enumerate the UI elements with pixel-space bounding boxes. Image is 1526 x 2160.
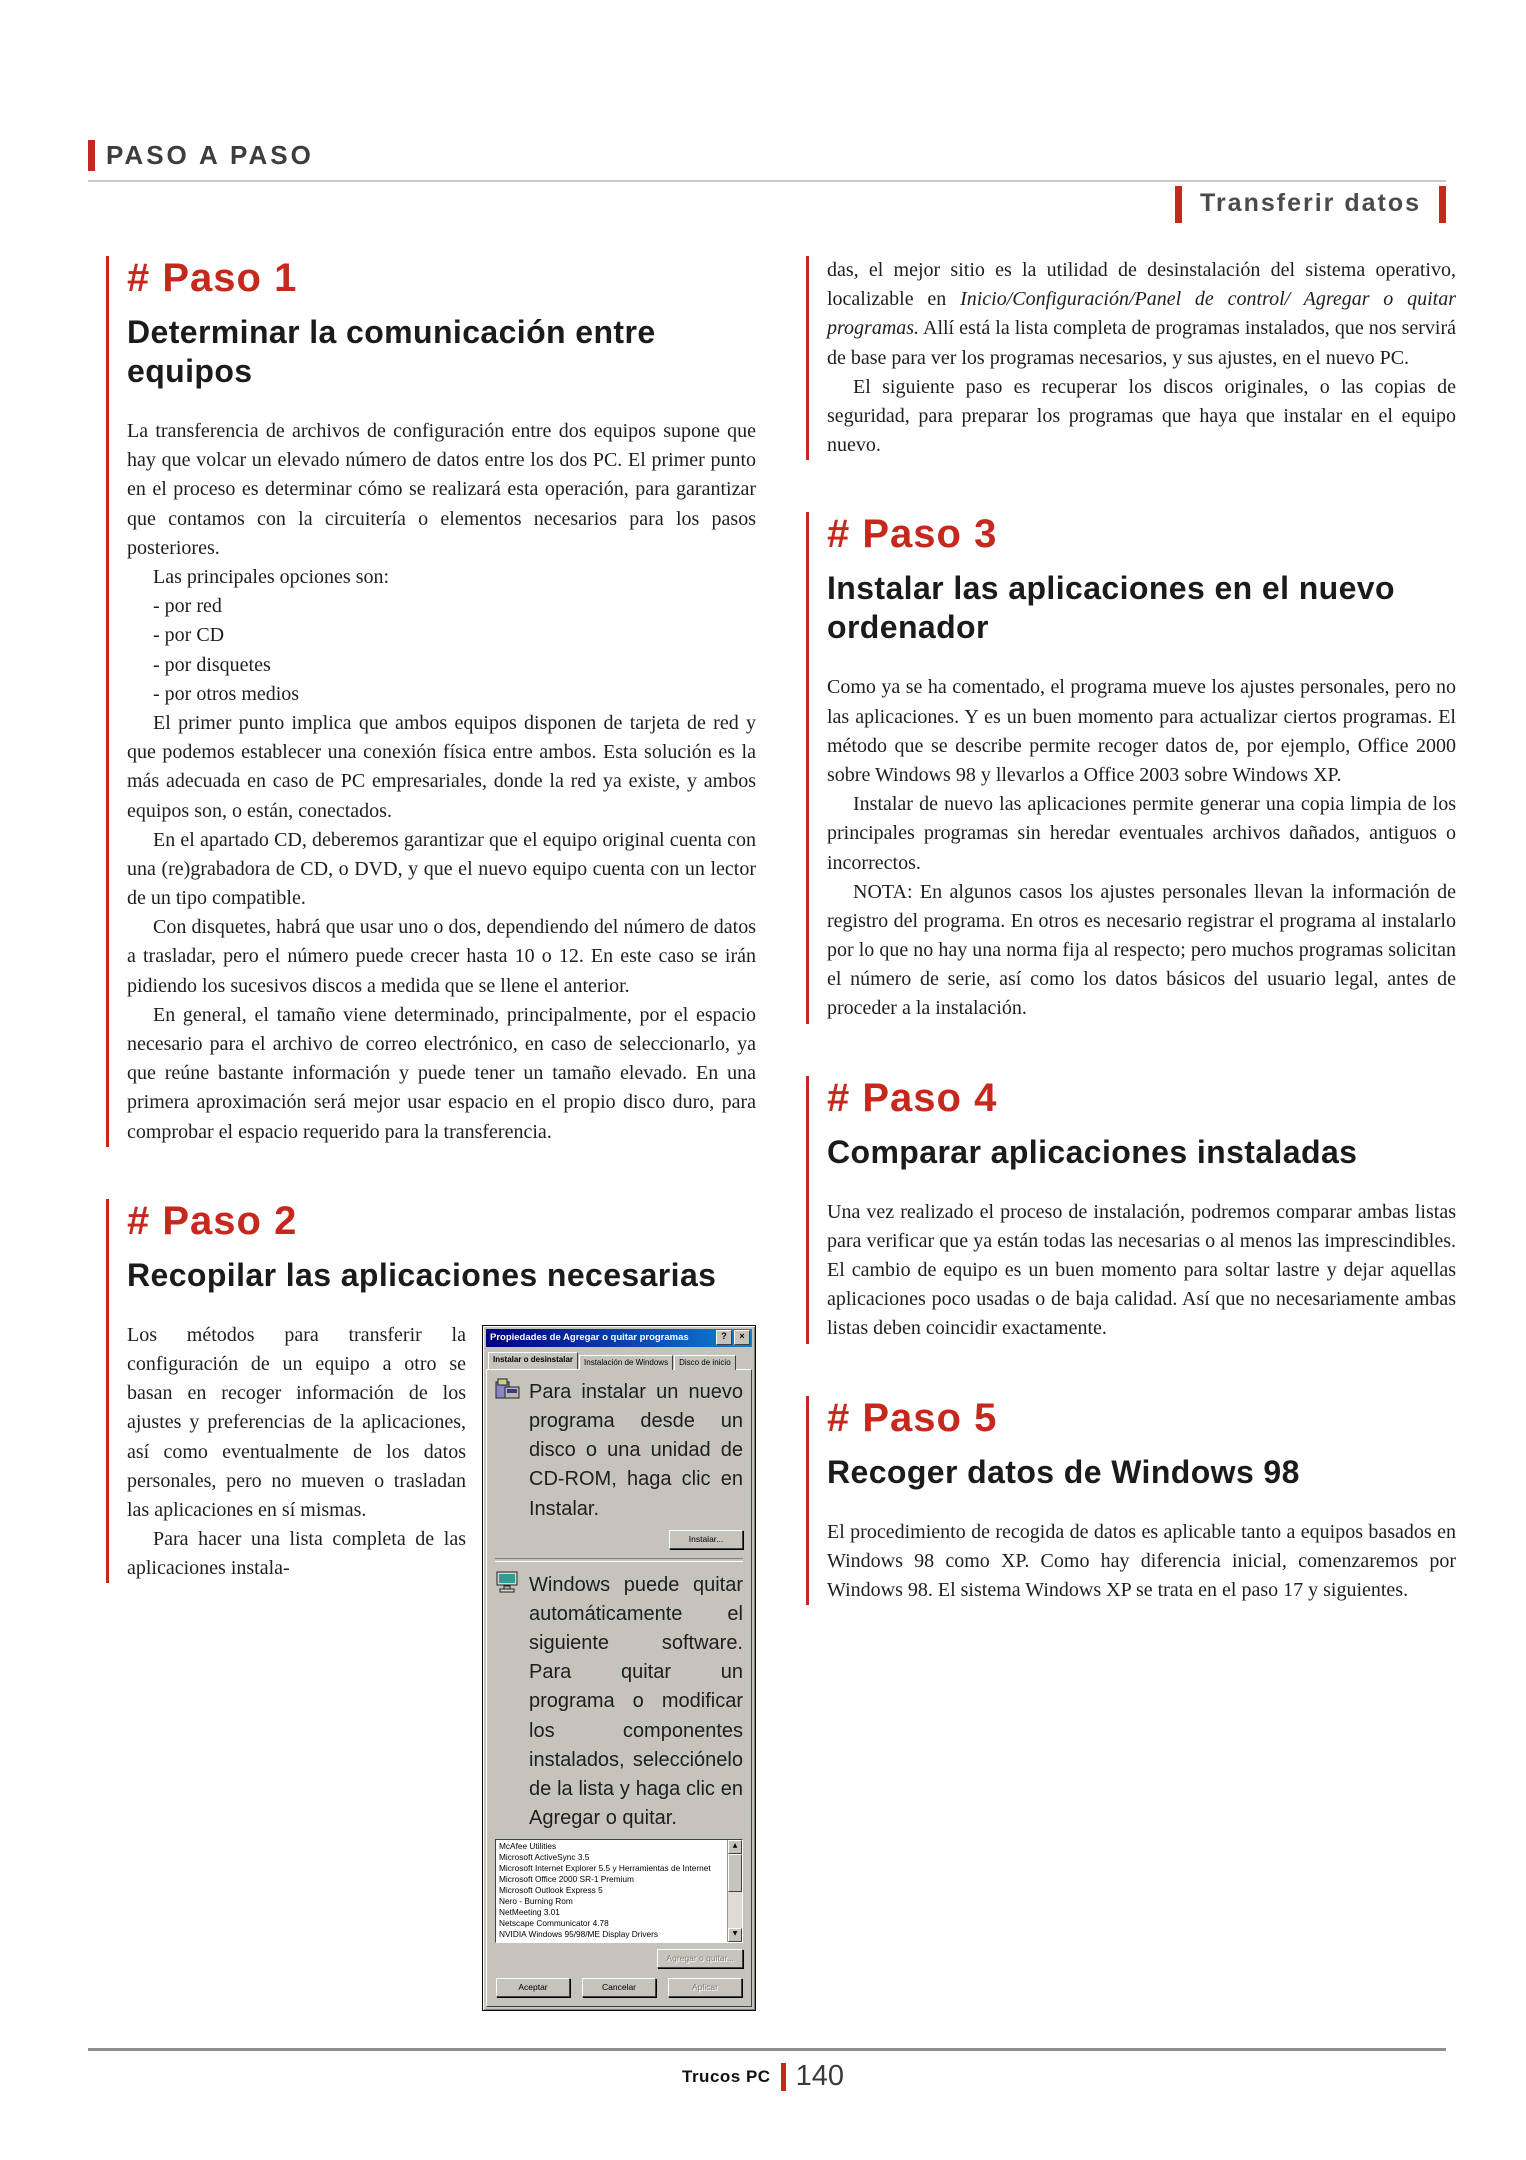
step2-heading: # Paso 2 — [127, 1198, 298, 1243]
figure-add-remove-programs — [482, 1325, 756, 2012]
program-list-item[interactable]: Microsoft Internet Explorer 5.5 y Herramientas de Internet — [499, 1863, 711, 1874]
dialog-panel — [486, 1369, 752, 2008]
program-items — [496, 1840, 727, 1942]
install-program-icon — [495, 1378, 521, 1400]
list-item: - por CD — [153, 624, 225, 647]
continuation-body — [827, 256, 1456, 460]
tab-instalar-desinstalar[interactable]: Instalar o desinstalar — [488, 1352, 578, 1369]
uninstall-instructions: Windows puede quitar automáticamente el siguiente software. Para quitar un programa o modificar los componentes instalados, selecciónelo de la lista y haga clic en Agregar o quitar. — [529, 1573, 743, 1830]
paragraph: NOTA: En algunos casos los ajustes personales llevan la información de registro del programa. En otros es necesario registrar el programa al instalarlo por lo que no hay una norma fija al respecto; pero muchos programas solicitan el número de serie, así como los datos básicos del usuario legal, antes de proceder a la instalación. — [827, 880, 1456, 1020]
install-button[interactable]: Instalar... — [669, 1530, 743, 1549]
step4-section — [806, 1076, 1456, 1344]
paragraph: Una vez realizado el proceso de instalación, podremos comparar ambas listas para verificar que ya están todas las necesarias o al menos las imprescindibles. El cambio de equipo es un buen momento para soltar lastre y dejar aquellas aplicaciones poco usadas o de baja calidad. Así que no necesariamente ambas listas deben coincidir exactamente. — [827, 1200, 1456, 1340]
program-list-item[interactable]: NVIDIA Windows 95/98/ME Display Drivers — [499, 1929, 659, 1940]
paragraph: El primer punto implica que ambos equipos disponen de tarjeta de red y que podemos establecer una conexión física entre ambos. Esta solución es la más adecuada en caso de PC empresariales, donde la red ya existe, y ambos equipos son, o están, conectados. — [127, 711, 756, 822]
ok-button[interactable]: Aceptar — [496, 1978, 570, 1997]
paragraph: Para hacer una lista completa de las aplicaciones instala- — [127, 1528, 466, 1580]
paragraph: En general, el tamaño viene determinado, principalmente, por el espacio necesario para el archivo de correo electrónico, en caso de seleccionarlo, ya que reúne bastante información y puede tener un tamaño elevado. En una primera aproximación será mejor usar espacio en el propio disco duro, para comprobar el espacio requerido para la transferencia. — [127, 1003, 756, 1143]
program-list-item[interactable]: Microsoft Outlook Express 5 — [499, 1885, 603, 1896]
kicker-label: PASO A PASO — [106, 140, 314, 170]
kicker-accent-bar — [88, 140, 95, 171]
program-list-item[interactable]: Microsoft Office 2000 SR-1 Premium — [499, 1874, 634, 1885]
scrollbar-thumb[interactable] — [728, 1854, 742, 1892]
step2-body — [127, 1321, 756, 1993]
dialog-title: Propiedades de Agregar o quitar programas — [490, 1332, 689, 1344]
options-list — [153, 592, 756, 709]
installed-programs-list[interactable] — [495, 1839, 743, 1943]
text-run: Allí está la lista completa de programas instalados, que nos servirá de base para ver los programas necesarios, y sus ajustes, en el nuevo PC. — [827, 317, 1456, 369]
list-item: - por disquetes — [153, 653, 271, 676]
dialog-tabs — [486, 1347, 752, 1369]
program-list-item[interactable]: Nero - Burning Rom — [499, 1896, 573, 1907]
add-remove-programs-dialog — [482, 1325, 756, 2012]
step5-heading: # Paso 5 — [827, 1395, 998, 1440]
step5-section — [806, 1396, 1456, 1606]
listbox-scrollbar[interactable] — [727, 1840, 742, 1942]
step2-continuation-section — [806, 256, 1456, 460]
paragraph: Los métodos para transferir la configuración de un equipo a otro se basan en recoger información de los ajustes y preferencias de la aplicaciones, así como eventualmente de los datos personales, pero no mueven o trasladan las aplicaciones en sí mismas. — [127, 1323, 466, 1521]
footer-rule — [88, 2048, 1446, 2051]
scroll-down-icon[interactable]: ▼ — [728, 1928, 742, 1942]
right-column — [806, 256, 1456, 2017]
kicker — [88, 140, 314, 171]
help-icon[interactable]: ? — [716, 1330, 732, 1345]
step2-section — [106, 1198, 756, 1993]
header-rule — [88, 180, 1446, 182]
dialog-titlebar — [486, 1329, 752, 1347]
dialog-footer-buttons — [495, 1978, 743, 1997]
scroll-up-icon[interactable]: ▲ — [728, 1840, 742, 1854]
paragraph: Las principales opciones son: — [153, 566, 390, 588]
step3-section — [806, 512, 1456, 1023]
step1-section — [106, 256, 756, 1147]
program-list-item[interactable]: Netscape Communicator 4.78 — [499, 1918, 609, 1929]
tab-instalacion-windows[interactable]: Instalación de Windows — [579, 1355, 673, 1370]
step4-title: Comparar aplicaciones instaladas — [827, 1133, 1358, 1170]
content-columns — [106, 256, 1456, 2017]
program-list-item[interactable]: NetMeeting 3.01 — [499, 1907, 560, 1918]
cancel-button[interactable]: Cancelar — [582, 1978, 656, 1997]
step5-body — [827, 1518, 1456, 1606]
paragraph — [827, 256, 1456, 373]
italic-path-text: Inicio/Configuración/Panel de control/ Agregar o quitar programas. — [827, 288, 1456, 340]
left-column — [106, 256, 756, 2017]
uninstall-software-icon — [495, 1571, 521, 1593]
uninstall-row — [495, 1571, 743, 1834]
paragraph: Como ya se ha comentado, el programa mueve los ajustes personales, pero no las aplicaciones. Y es un buen momento para actualizar ciertos programas. El método que se describe permite recoger datos de, por ejemplo, Office 2000 sobre Windows 98 y llevarlos a Office 2003 sobre Windows XP. — [827, 676, 1456, 786]
section-tag: Transferir datos — [1175, 186, 1446, 223]
paragraph: El siguiente paso es recuperar los discos originales, o las copias de seguridad, para preparar los programas que haya que instalar en el equipo nuevo. — [827, 375, 1456, 457]
close-icon[interactable]: × — [734, 1330, 750, 1345]
apply-button[interactable]: Aplicar — [668, 1978, 742, 1997]
footer-accent-bar — [781, 2063, 786, 2091]
step5-title: Recoger datos de Windows 98 — [827, 1453, 1300, 1490]
page-footer — [0, 2060, 1526, 2093]
list-item: - por otros medios — [153, 682, 300, 705]
tab-disco-inicio[interactable]: Disco de inicio — [674, 1355, 736, 1370]
divider — [495, 1558, 743, 1562]
step3-title: Instalar las aplicaciones en el nuevo ordenador — [827, 570, 1395, 646]
step3-body — [827, 673, 1456, 1023]
step1-body — [127, 417, 756, 1147]
add-remove-button[interactable]: Agregar o quitar... — [657, 1949, 743, 1968]
step3-heading: # Paso 3 — [827, 512, 998, 557]
program-list-item[interactable]: McAfee Utilities — [499, 1841, 557, 1852]
paragraph: En el apartado CD, deberemos garantizar que el equipo original cuenta con una (re)grabadora de CD, o DVD, y que el nuevo equipo cuenta con un lector de un tipo compatible. — [127, 828, 756, 910]
magazine-brand: Trucos PC — [682, 2066, 771, 2086]
install-row — [495, 1378, 743, 1524]
list-item: - por red — [153, 595, 222, 618]
program-list-item[interactable]: Microsoft ActiveSync 3.5 — [499, 1852, 590, 1863]
paragraph: La transferencia de archivos de configuración entre dos equipos supone que hay que volcar un elevado número de datos entre los dos PC. El primer punto en el proceso es determinar cómo se realizará esta operación, para garantizar que contamos con la circuitería o elementos necesarios para los pasos posteriores. — [127, 420, 756, 559]
paragraph: El procedimiento de recogida de datos es aplicable tanto a equipos basados en Windows 98 como XP. Como hay diferencia inicial, comenzaremos por Windows 98. El sistema Windows XP se trata en el paso 17 y siguientes. — [827, 1520, 1456, 1601]
step1-heading: # Paso 1 — [127, 256, 298, 300]
paragraph: Con disquetes, habrá que usar uno o dos, dependiendo del número de datos a trasladar, pero el número puede crecer hasta 10 o 12. En este caso se irán pidiendo los sucesivos discos a medida que se llene el anterior. — [127, 916, 756, 997]
step1-title: Determinar la comunicación entre equipos — [127, 314, 656, 390]
page-number: 140 — [795, 2060, 844, 2092]
scrollbar-track[interactable] — [728, 1854, 742, 1928]
text-run: das, el mejor sitio es la utilidad de desinstalación del sistema operativo, localizable en — [827, 259, 1456, 311]
step4-heading: # Paso 4 — [827, 1075, 998, 1120]
step4-body — [827, 1198, 1456, 1344]
install-instructions: Para instalar un nuevo programa desde un disco o una unidad de CD-ROM, haga clic en Instalar. — [529, 1380, 743, 1520]
step2-title: Recopilar las aplicaciones necesarias — [127, 1256, 717, 1293]
paragraph: Instalar de nuevo las aplicaciones permite generar una copia limpia de los principales programas sin heredar eventuales archivos dañados, antiguos o incorrectos. — [827, 793, 1456, 874]
